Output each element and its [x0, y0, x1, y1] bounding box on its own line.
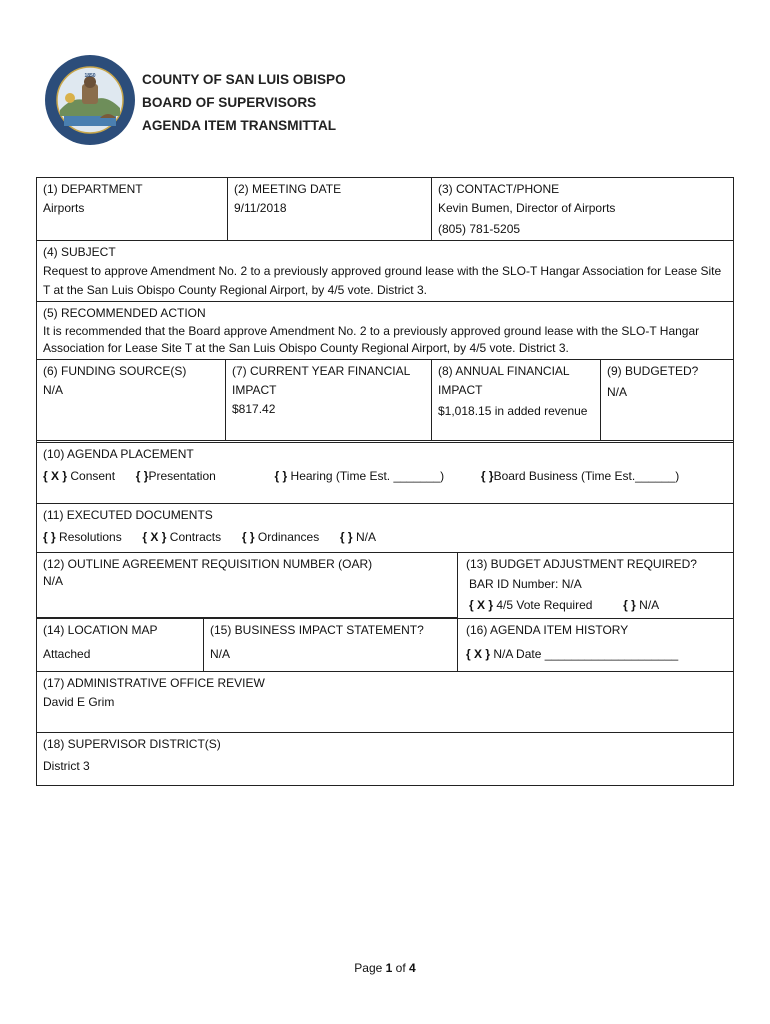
- row-agenda-placement: [37, 443, 733, 504]
- location-map-label: (14) LOCATION MAP: [43, 623, 158, 637]
- oar-cell: [37, 553, 457, 618]
- budgeted-label: (9) BUDGETED?: [607, 364, 699, 378]
- page-number: 1: [385, 961, 393, 975]
- contact-phone: (805) 781-5205: [438, 222, 521, 236]
- consent-label: Consent: [70, 469, 116, 483]
- agenda-placement-label: (10) AGENDA PLACEMENT: [43, 447, 194, 461]
- contact-label: (3) CONTACT/PHONE: [438, 182, 560, 196]
- business-impact-cell: [203, 619, 457, 671]
- agenda-history-options: [466, 645, 727, 664]
- current-year-impact-label: (7) CURRENT YEAR FINANCIAL IMPACT: [232, 364, 410, 397]
- document-title: AGENDA ITEM TRANSMITTAL: [142, 118, 337, 133]
- current-year-impact-value: $817.42: [232, 402, 276, 416]
- vote-required-label: 4/5 Vote Required: [496, 598, 593, 612]
- vote-required-checkbox[interactable]: { X }: [469, 598, 494, 612]
- resolutions-label: Resolutions: [59, 530, 122, 544]
- supervisor-districts-value: District 3: [43, 759, 90, 773]
- resolutions-checkbox[interactable]: { }: [43, 530, 56, 544]
- presentation-label: Presentation: [148, 469, 216, 483]
- contact-name: Kevin Bumen, Director of Airports: [438, 201, 616, 215]
- hearing-checkbox[interactable]: { }: [274, 469, 288, 483]
- meeting-date-cell: [227, 178, 431, 240]
- executed-documents-options: [43, 528, 727, 547]
- oar-label: (12) OUTLINE AGREEMENT REQUISITION NUMBER (OAR): [43, 557, 373, 571]
- row-location-business-history: [37, 619, 733, 672]
- meeting-date-label: (2) MEETING DATE: [234, 182, 342, 196]
- recommended-action-text: It is recommended that the Board approve Amendment No. 2 to a previously approved ground lease with the SLO-T Hangar Association for Lease Site T at the San Luis Obispo County Regional Airport, by 4/5 vote. District 3.: [43, 324, 700, 355]
- ordinances-checkbox[interactable]: { }: [241, 530, 255, 544]
- agenda-history-checkbox[interactable]: { X }: [466, 647, 491, 661]
- subject-text: Request to approve Amendment No. 2 to a previously approved ground lease with the SLO-T Hangar Association for Lease Site T at the San Luis Obispo County Regional Airport, by 4/5 vote. District 3.: [43, 264, 722, 297]
- funding-source-value: N/A: [43, 383, 64, 397]
- row-executed-documents: [37, 504, 733, 553]
- executed-documents-cell: [37, 504, 733, 552]
- svg-text:1850: 1850: [84, 73, 96, 79]
- row-recommended-action: [37, 302, 733, 360]
- row-financial: [37, 360, 733, 443]
- agenda-history-label: (16) AGENDA ITEM HISTORY: [466, 623, 629, 637]
- board-name: BOARD OF SUPERVISORS: [142, 95, 317, 110]
- na-checkbox[interactable]: { }: [339, 530, 353, 544]
- vote-options: [466, 595, 727, 615]
- row-admin-review: [37, 672, 733, 733]
- admin-review-cell: [37, 672, 733, 732]
- board-business-label: Board Business (Time Est.______): [493, 469, 680, 483]
- agenda-form: [36, 177, 734, 786]
- supervisor-districts-cell: [37, 733, 733, 785]
- budgeted-cell: [600, 360, 733, 440]
- business-impact-value: N/A: [210, 647, 231, 661]
- current-year-impact-cell: [225, 360, 431, 440]
- county-name: COUNTY OF SAN LUIS OBISPO: [142, 72, 346, 87]
- page-prefix: Page: [354, 961, 386, 975]
- agenda-history-cell: [457, 619, 733, 671]
- contact-cell: [431, 178, 733, 240]
- budget-adjustment-label: (13) BUDGET ADJUSTMENT REQUIRED?: [466, 557, 697, 571]
- department-cell: [37, 178, 228, 240]
- admin-review-value: David E Grim: [43, 695, 115, 709]
- department-label: (1) DEPARTMENT: [43, 182, 143, 196]
- department-value: Airports: [43, 201, 85, 215]
- oar-value: N/A: [43, 574, 64, 588]
- ordinances-label: Ordinances: [257, 530, 320, 544]
- row-department-meeting-contact: [37, 178, 733, 241]
- budgeted-value: N/A: [607, 385, 628, 399]
- subject-label: (4) SUBJECT: [43, 245, 116, 259]
- recommended-action-label: (5) RECOMMENDED ACTION: [43, 306, 206, 320]
- recommended-action-cell: [37, 302, 733, 359]
- hearing-label: Hearing (Time Est. _______): [290, 469, 445, 483]
- county-seal-icon: [44, 54, 136, 146]
- budget-na-label: N/A: [639, 598, 660, 612]
- subject-cell: [37, 241, 733, 301]
- annual-impact-label: (8) ANNUAL FINANCIAL IMPACT: [438, 364, 570, 397]
- na-label: N/A: [355, 530, 376, 544]
- contracts-label: Contracts: [169, 530, 222, 544]
- annual-impact-cell: [431, 360, 600, 440]
- annual-impact-value: $1,018.15 in added revenue: [438, 404, 588, 418]
- bar-id: BAR ID Number: N/A: [469, 577, 582, 591]
- location-map-cell: [37, 619, 203, 671]
- row-supervisor-districts: [37, 733, 733, 785]
- row-oar-budget: [37, 553, 733, 619]
- agenda-placement-cell: [37, 443, 733, 503]
- page-of: of: [392, 961, 410, 975]
- executed-documents-label: (11) EXECUTED DOCUMENTS: [43, 508, 213, 522]
- funding-source-label: (6) FUNDING SOURCE(S): [43, 364, 187, 378]
- board-business-checkbox[interactable]: { }: [480, 469, 494, 483]
- location-map-value: Attached: [43, 647, 91, 661]
- page-total: 4: [409, 961, 416, 975]
- meeting-date-value: 9/11/2018: [234, 201, 287, 215]
- agenda-history-value: N/A Date ____________________: [493, 647, 679, 661]
- presentation-checkbox[interactable]: { }: [135, 469, 149, 483]
- business-impact-label: (15) BUSINESS IMPACT STATEMENT?: [210, 623, 424, 637]
- funding-source-cell: [37, 360, 225, 440]
- admin-review-label: (17) ADMINISTRATIVE OFFICE REVIEW: [43, 676, 265, 690]
- contracts-checkbox[interactable]: { X }: [142, 530, 167, 544]
- budget-na-checkbox[interactable]: { }: [623, 598, 636, 612]
- budget-adjustment-cell: [457, 553, 733, 618]
- agenda-placement-options: [43, 467, 727, 486]
- page-footer: [0, 961, 770, 975]
- supervisor-districts-label: (18) SUPERVISOR DISTRICT(S): [43, 737, 221, 751]
- consent-checkbox[interactable]: { X }: [43, 469, 68, 483]
- row-subject: [37, 241, 733, 302]
